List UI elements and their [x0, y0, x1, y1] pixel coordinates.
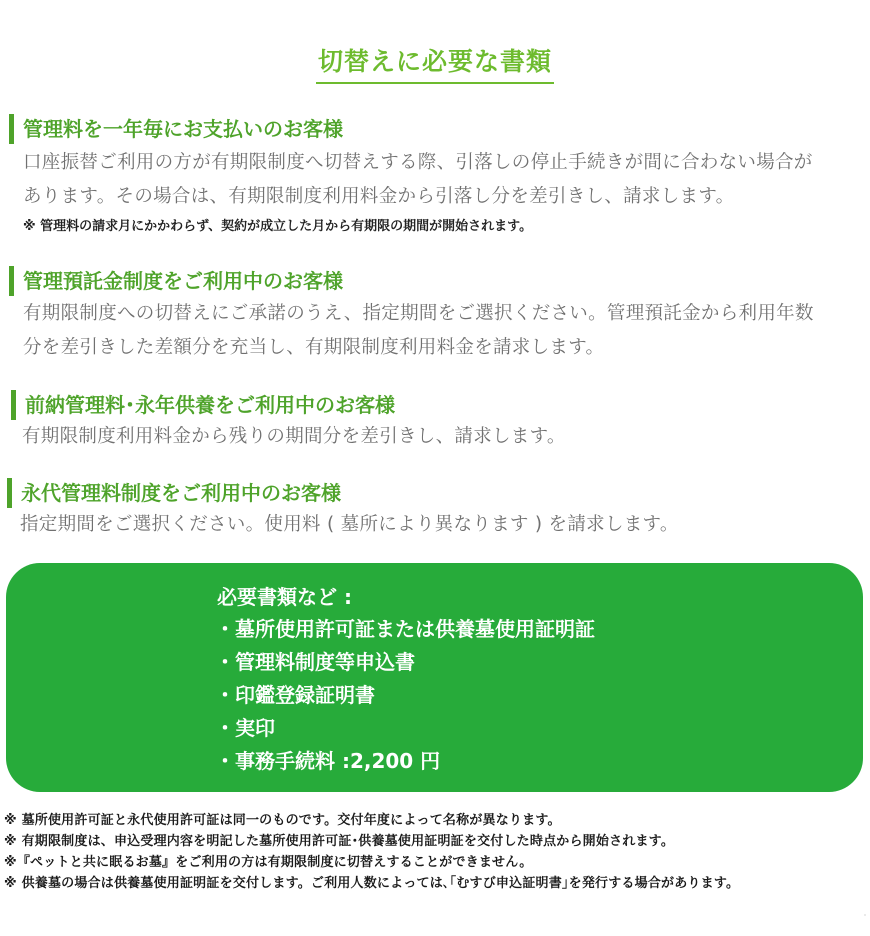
body-line: 有期限制度への切替えにご承諾のうえ、指定期間をご選択ください。管理預託金から利用年数 [23, 303, 814, 324]
section-heading-label: 永代管理料制度をご利用中のお客様 [21, 481, 341, 505]
body-line: 指定期間をご選択ください。使用料 ( 墓所により異なります ) を請求します。 [20, 514, 679, 535]
footnote: ※ 墓所使用許可証と永代使用許可証は同一のものです。交付年度によって名称が異なります。 [4, 813, 561, 828]
section-heading-label: 管理預託金制度をご利用中のお客様 [23, 269, 343, 293]
section-body [20, 508, 870, 542]
section-body [23, 297, 870, 365]
section-annual-payment [0, 114, 870, 238]
required-documents-list [215, 613, 595, 778]
section-body [22, 420, 870, 454]
list-item: ・実印 [215, 716, 275, 740]
list-item: ・墓所使用許可証または供養墓使用証明証 [215, 617, 595, 641]
list-item: ・管理料制度等申込書 [215, 650, 415, 674]
section-prepaid [0, 390, 870, 454]
heading-accent-bar [9, 114, 14, 144]
section-heading [0, 390, 870, 420]
heading-accent-bar [9, 266, 14, 296]
decorative-dot [864, 914, 866, 916]
page-title [0, 42, 870, 84]
footnotes [4, 810, 868, 894]
section-perpetual [0, 478, 870, 542]
section-heading [0, 266, 870, 296]
section-heading-label: 管理料を一年毎にお支払いのお客様 [23, 117, 343, 141]
required-documents-title: 必要書類など : [217, 585, 352, 609]
footnote: ※『ペットと共に眠るお墓』をご利用の方は有期限制度に切替えすることができません。 [4, 855, 533, 870]
required-documents-box [6, 563, 863, 792]
body-line: 分を差引きした差額分を充当し、有期限制度利用料金を請求します。 [23, 337, 605, 358]
heading-accent-bar [11, 390, 16, 420]
footnote: ※ 有期限制度は、申込受理内容を明記した墓所使用許可証･供養墓使用証明証を交付した時点から開始されます。 [4, 834, 675, 849]
body-line: あります。その場合は、有期限制度利用料金から引落し分を差引きし、請求します。 [23, 186, 735, 207]
section-deposit [0, 266, 870, 365]
section-body [23, 146, 870, 214]
heading-accent-bar [7, 478, 12, 508]
list-item: ・事務手続料 :2,200 円 [215, 749, 441, 773]
section-heading [0, 114, 870, 144]
body-line: 口座振替ご利用の方が有期限制度へ切替えする際、引落しの停止手続きが間に合わない場合が [23, 152, 813, 173]
section-heading-label: 前納管理料･永年供養をご利用中のお客様 [25, 393, 395, 417]
footnote: ※ 供養墓の場合は供養墓使用証明証を交付します。ご利用人数によっては､｢むすび申込証明書｣を発行する場合があります。 [4, 876, 740, 891]
section-note: ※ 管理料の請求月にかかわらず、契約が成立した月から有期限の期間が開始されます。 [23, 219, 533, 234]
body-line: 有期限制度利用料金から残りの期間分を差引きし、請求します。 [22, 426, 566, 447]
section-heading [0, 478, 870, 508]
list-item: ・印鑑登録証明書 [215, 683, 375, 707]
page-title-text: 切替えに必要な書類 [316, 42, 554, 84]
